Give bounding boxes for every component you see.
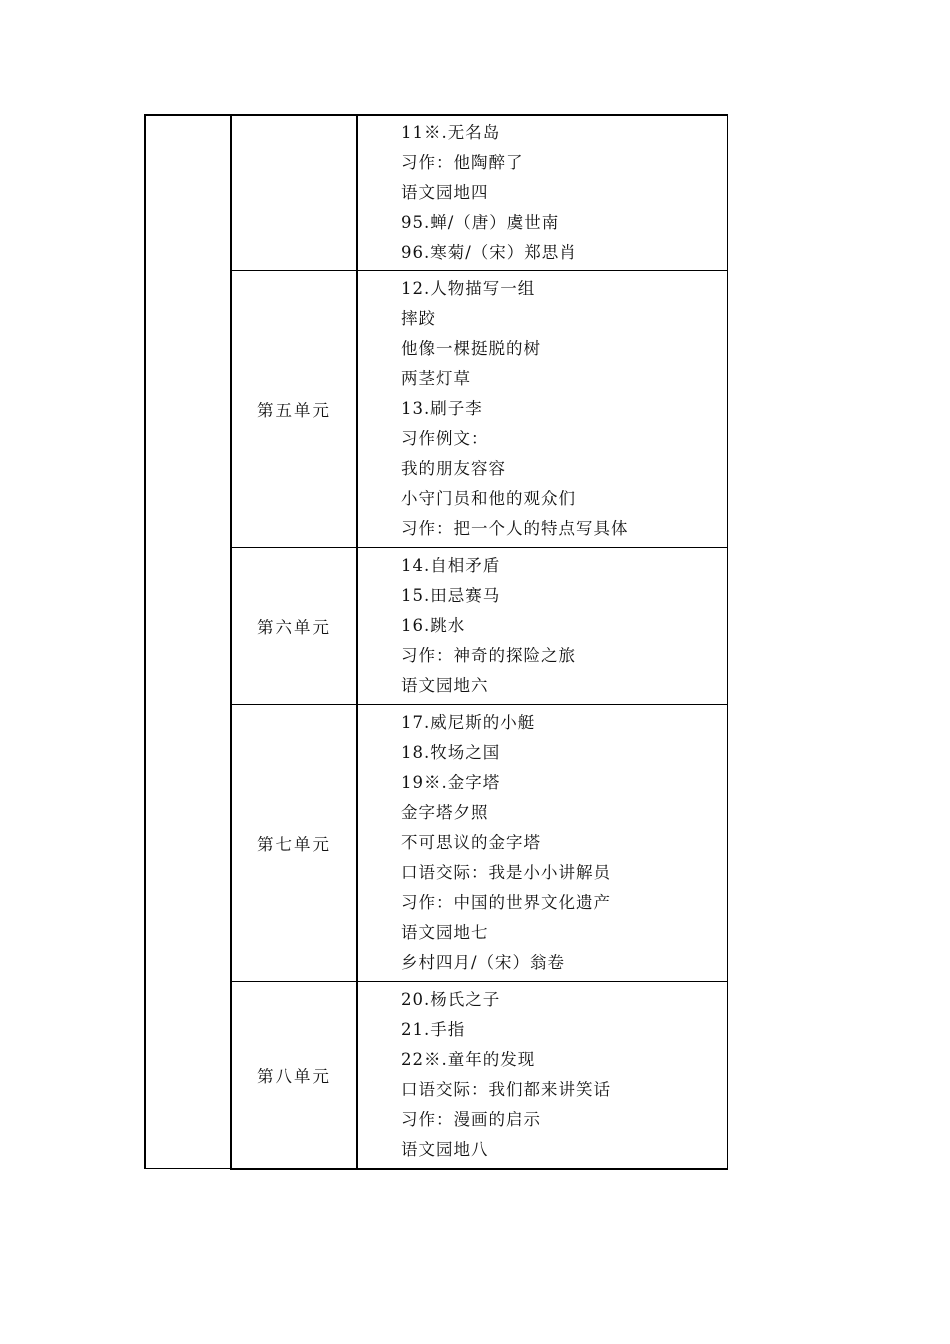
lesson-item: 21.手指 [401, 1019, 466, 1039]
unit-items-cell [357, 115, 728, 271]
lesson-list [358, 272, 727, 546]
unit-items-cell [357, 982, 728, 1169]
lesson-item: 14.自相矛盾 [401, 556, 501, 575]
lesson-list [358, 983, 727, 1167]
lesson-item: 乡村四月/（宋）翁卷 [401, 953, 566, 972]
unit-name-cell [231, 705, 357, 982]
unit-name-cell [231, 548, 357, 705]
lesson-item: 习作：神奇的探险之旅 [401, 646, 576, 665]
unit-name-cell [231, 982, 357, 1169]
lesson-item: 习作：中国的世界文化遗产 [401, 893, 611, 912]
unit-items-cell [357, 548, 728, 705]
unit-row-6 [145, 548, 728, 705]
grade-column-cell [145, 115, 231, 1169]
lesson-item: 不可思议的金字塔 [401, 833, 541, 852]
unit-row-7 [145, 705, 728, 982]
unit-name: 第七单元 [257, 835, 331, 854]
lesson-item: 习作：他陶醉了 [401, 153, 524, 172]
lesson-list [358, 706, 727, 980]
lesson-item: 两茎灯草 [401, 369, 471, 388]
lesson-item: 语文园地六 [401, 676, 489, 695]
unit-items-cell [357, 705, 728, 982]
curriculum-table [144, 114, 728, 1170]
lesson-item: 金字塔夕照 [401, 803, 489, 822]
lesson-item: 16.跳水 [401, 616, 466, 635]
lesson-list [358, 549, 727, 703]
lesson-item: 习作：把一个人的特点写具体 [401, 519, 629, 538]
unit-name: 第五单元 [257, 401, 331, 420]
unit-items-cell [357, 271, 728, 548]
lesson-item: 96.寒菊/（宋）郑思肖 [401, 243, 577, 262]
lesson-item: 12.人物描写一组 [401, 279, 536, 298]
lesson-item: 15.田忌赛马 [401, 586, 501, 605]
lesson-item: 摔跤 [401, 309, 436, 328]
lesson-item: 语文园地七 [401, 923, 489, 942]
unit-row-continued [145, 115, 728, 271]
lesson-item: 语文园地八 [401, 1139, 489, 1159]
lesson-item: 口语交际：我是小小讲解员 [401, 863, 611, 882]
lesson-item: 95.蝉/（唐）虞世南 [401, 213, 560, 232]
lesson-item: 习作例文： [401, 429, 489, 448]
lesson-item: 20.杨氏之子 [401, 989, 501, 1009]
lesson-item: 18.牧场之国 [401, 743, 501, 762]
lesson-item: 他像一棵挺脱的树 [401, 339, 541, 358]
unit-name: 第六单元 [257, 618, 331, 637]
lesson-item: 小守门员和他的观众们 [401, 489, 576, 508]
lesson-item: 语文园地四 [401, 183, 489, 202]
lesson-item: 我的朋友容容 [401, 459, 506, 478]
lesson-item: 13.刷子李 [401, 399, 483, 418]
lesson-list [358, 116, 727, 270]
unit-name: 第八单元 [257, 1066, 331, 1086]
unit-name-cell [231, 271, 357, 548]
lesson-item: 17.威尼斯的小艇 [401, 713, 536, 732]
lesson-item: 11※.无名岛 [401, 123, 501, 142]
unit-name-cell [231, 115, 357, 271]
lesson-item: 19※.金字塔 [401, 773, 501, 792]
lesson-item: 口语交际：我们都来讲笑话 [401, 1079, 611, 1099]
lesson-item: 22※.童年的发现 [401, 1049, 536, 1069]
unit-row-5 [145, 271, 728, 548]
lesson-item: 习作：漫画的启示 [401, 1109, 541, 1129]
unit-row-8 [145, 982, 728, 1169]
